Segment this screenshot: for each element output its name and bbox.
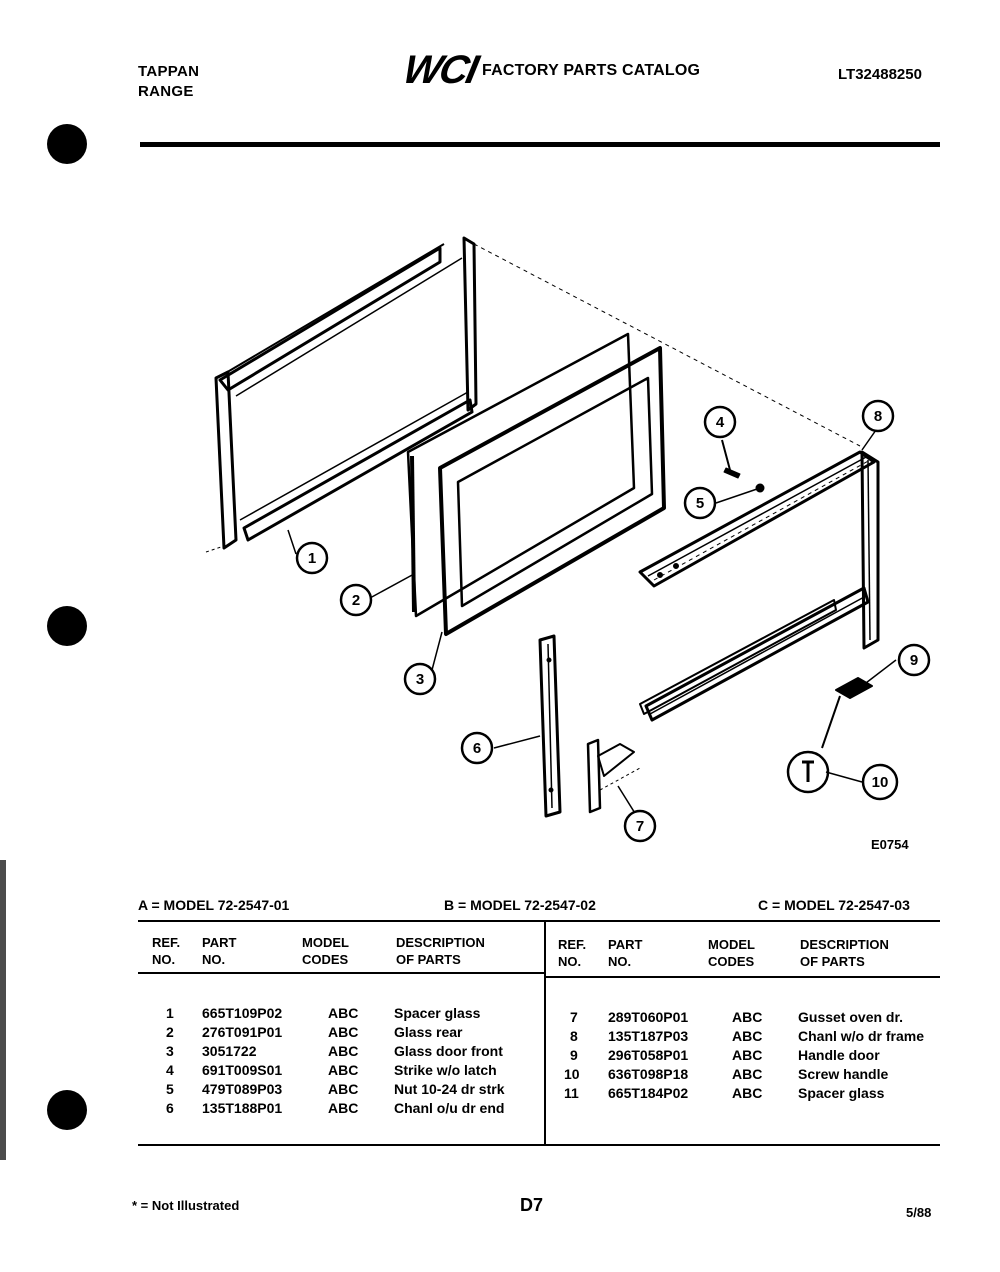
brand-line-2: RANGE (138, 83, 194, 100)
part-6-channel-end (540, 636, 560, 816)
header-model-codes: MODEL CODES (302, 935, 349, 967)
table-row: 2 276T091P01 ABC Glass rear (166, 1024, 463, 1040)
model-c: C = MODEL 72-2547-03 (758, 897, 910, 913)
catalog-number: LT32488250 (838, 66, 922, 83)
table-row: 4 691T009S01 ABC Strike w/o latch (166, 1062, 497, 1078)
model-a: A = MODEL 72-2547-01 (138, 897, 290, 913)
catalog-title: FACTORY PARTS CATALOG (482, 62, 701, 79)
callout-label-9: 9 (909, 652, 919, 669)
table-header-rule-left (138, 972, 544, 974)
header-description-right: DESCRIPTION OF PARTS (800, 937, 889, 969)
table-row: 6 135T188P01 ABC Chanl o/u dr end (166, 1100, 505, 1116)
table-row: 8 135T187P03 ABC Chanl w/o dr frame (570, 1028, 925, 1044)
callout-label-3: 3 (415, 671, 425, 688)
callout-label-1: 1 (307, 550, 317, 567)
figure-id: E0754 (871, 837, 909, 852)
header-model-codes-right: MODEL CODES (708, 937, 755, 969)
wci-logo: WCI (399, 48, 481, 92)
callout-label-7: 7 (635, 818, 645, 835)
header-description: DESCRIPTION OF PARTS (396, 935, 485, 967)
revision-date: 5/88 (906, 1205, 932, 1220)
table-row: 3 3051722 ABC Glass door front (166, 1043, 503, 1059)
not-illustrated-note: * = Not Illustrated (132, 1198, 240, 1213)
callout-label-8: 8 (873, 408, 883, 425)
part-7-gusset (588, 740, 640, 812)
header-part-no-right: PART NO. (608, 937, 643, 969)
header-ref-no: REF. NO. (152, 935, 181, 967)
table-row: 5 479T089P03 ABC Nut 10-24 dr strk (166, 1081, 505, 1097)
callout-label-5: 5 (695, 495, 705, 512)
table-row: 1 665T109P02 ABC Spacer glass (166, 1005, 481, 1021)
callout-label-10: 10 (871, 774, 889, 791)
table-header-rule-right (546, 976, 940, 978)
callout-label-4: 4 (715, 414, 725, 431)
table-row: 9 296T058P01 ABC Handle door (570, 1047, 880, 1063)
model-b: B = MODEL 72-2547-02 (444, 897, 596, 913)
header-ref-no-right: REF. NO. (558, 937, 587, 969)
brand-line-1: TAPPAN (138, 63, 200, 80)
callout-label-6: 6 (472, 740, 482, 757)
page-number: D7 (520, 1195, 544, 1215)
table-row: 7 289T060P01 ABC Gusset oven dr. (570, 1009, 904, 1025)
table-rule-top (138, 920, 940, 922)
table-row: 10 636T098P18 ABC Screw handle (564, 1066, 889, 1082)
table-rule-bottom (138, 1144, 940, 1146)
table-row: 11 665T184P02 ABC Spacer glass (564, 1085, 885, 1101)
header-part-no: PART NO. (202, 935, 237, 967)
callout-label-2: 2 (351, 592, 361, 609)
